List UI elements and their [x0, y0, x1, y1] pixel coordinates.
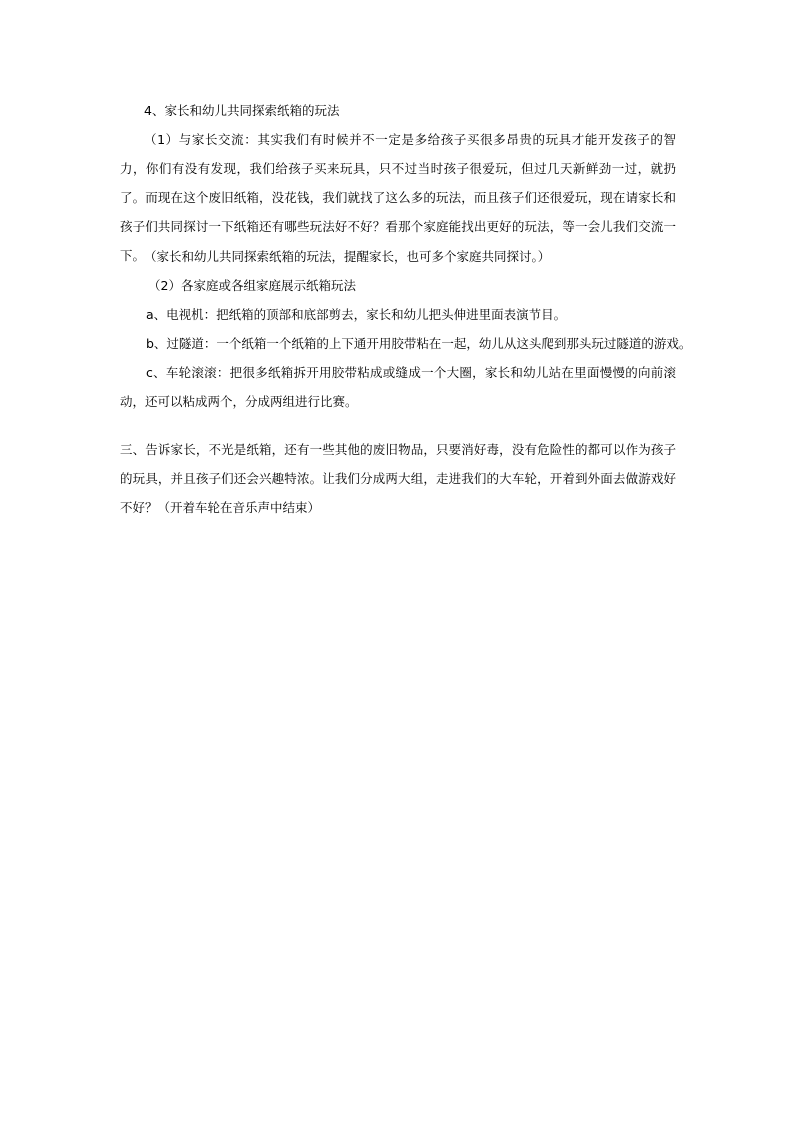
section-4-item-a: a、电视机：把纸箱的顶部和底部剪去，家长和幼儿把头伸进里面表演节目。: [146, 307, 567, 322]
section-4-item-2-heading: （2）各家庭或各组家庭展示纸箱玩法: [148, 278, 356, 293]
section-4-heading: 4、家长和幼儿共同探索纸箱的玩法: [144, 103, 340, 118]
section-3-paragraph: 三、告诉家长，不光是纸箱，还有一些其他的废旧物品，只要消好毒，没有危险性的都可以作为孩子的玩具，并且孩子们还会兴趣特浓。让我们分成两大组，走进我们的大车轮，开着到外面去做游戏好不好？（开着车轮在音乐声中结束）: [120, 442, 676, 515]
section-4-item-1-paragraph: （1）与家长交流：其实我们有时候并不一定是多给孩子买很多昂贵的玩具才能开发孩子的智力，你们有没有发现，我们给孩子买来玩具，只不过当时孩子很爱玩，但过几天新鲜劲一过，就扔了。而现在这个废旧纸箱，没花钱，我们就找了这么多的玩法，而且孩子们还很爱玩，现在请家长和孩子们共同探讨一下纸箱还有哪些玩法好不好？看那个家庭能找出更好的玩法，等一会儿我们交流一下。: [120, 132, 676, 263]
section-4-note: （家长和幼儿共同探索纸箱的玩法，提醒家长，也可多个家庭共同探讨。）: [144, 249, 551, 264]
section-4-item-b: b、过隧道：一个纸箱一个纸箱的上下通开用胶带粘在一起，幼儿从这头爬到那头玩过隧道的游戏。: [146, 336, 692, 351]
section-4-item-c: c、车轮滚滚：把很多纸箱拆开用胶带粘成或缝成一个大圈，家长和幼儿站在里面慢慢的向前滚动，还可以粘成两个，分成两组进行比赛。: [120, 365, 676, 409]
